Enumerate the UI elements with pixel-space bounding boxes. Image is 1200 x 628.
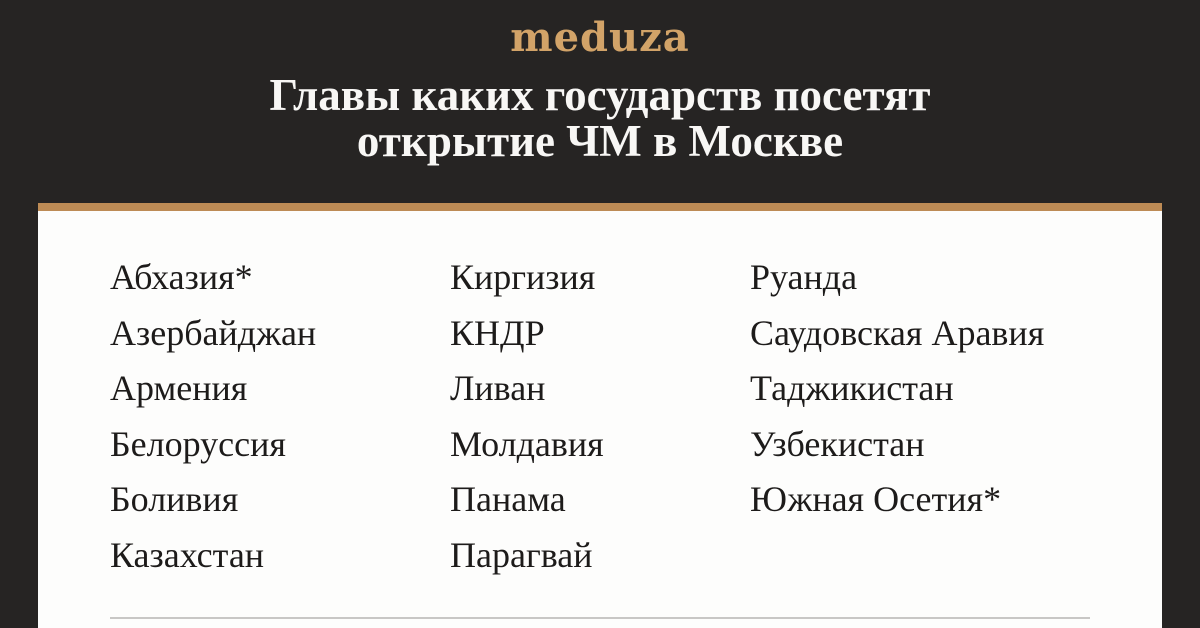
page-title-line-1: Главы каких государств посетят (269, 70, 931, 120)
country-abkhazia: Абхазия* (110, 257, 253, 297)
page-title (0, 72, 1200, 164)
country-uzbekistan: Узбекистан (750, 423, 925, 464)
country-south-ossetia: Южная Осетия* (750, 479, 1002, 519)
meduza-logo: meduza (510, 14, 690, 61)
country-azerbaijan: Азербайджан (110, 312, 317, 353)
country-rwanda: Руанда (750, 257, 858, 297)
country-tajikistan: Таджикистан (750, 368, 954, 408)
country-paraguay: Парагвай (450, 534, 593, 575)
content-card (38, 203, 1162, 628)
country-lebanon: Ливан (450, 368, 546, 408)
country-belarus: Белоруссия (110, 423, 286, 464)
page-title-line-2: открытие ЧМ в Москве (356, 116, 844, 166)
country-north-korea: КНДР (450, 312, 545, 353)
country-list (110, 250, 1090, 583)
country-armenia: Армения (110, 368, 248, 408)
country-column-3 (750, 250, 1090, 583)
country-column-2 (450, 250, 750, 583)
footnote-divider (110, 617, 1090, 619)
country-column-1 (110, 250, 450, 583)
country-kazakhstan: Казахстан (110, 534, 265, 575)
country-saudi-arabia: Саудовская Аравия (750, 312, 1045, 353)
country-kyrgyzstan: Киргизия (450, 257, 596, 297)
country-moldova: Молдавия (450, 423, 604, 464)
country-bolivia: Боливия (110, 479, 239, 519)
accent-divider (38, 203, 1162, 211)
country-panama: Панама (450, 479, 566, 519)
